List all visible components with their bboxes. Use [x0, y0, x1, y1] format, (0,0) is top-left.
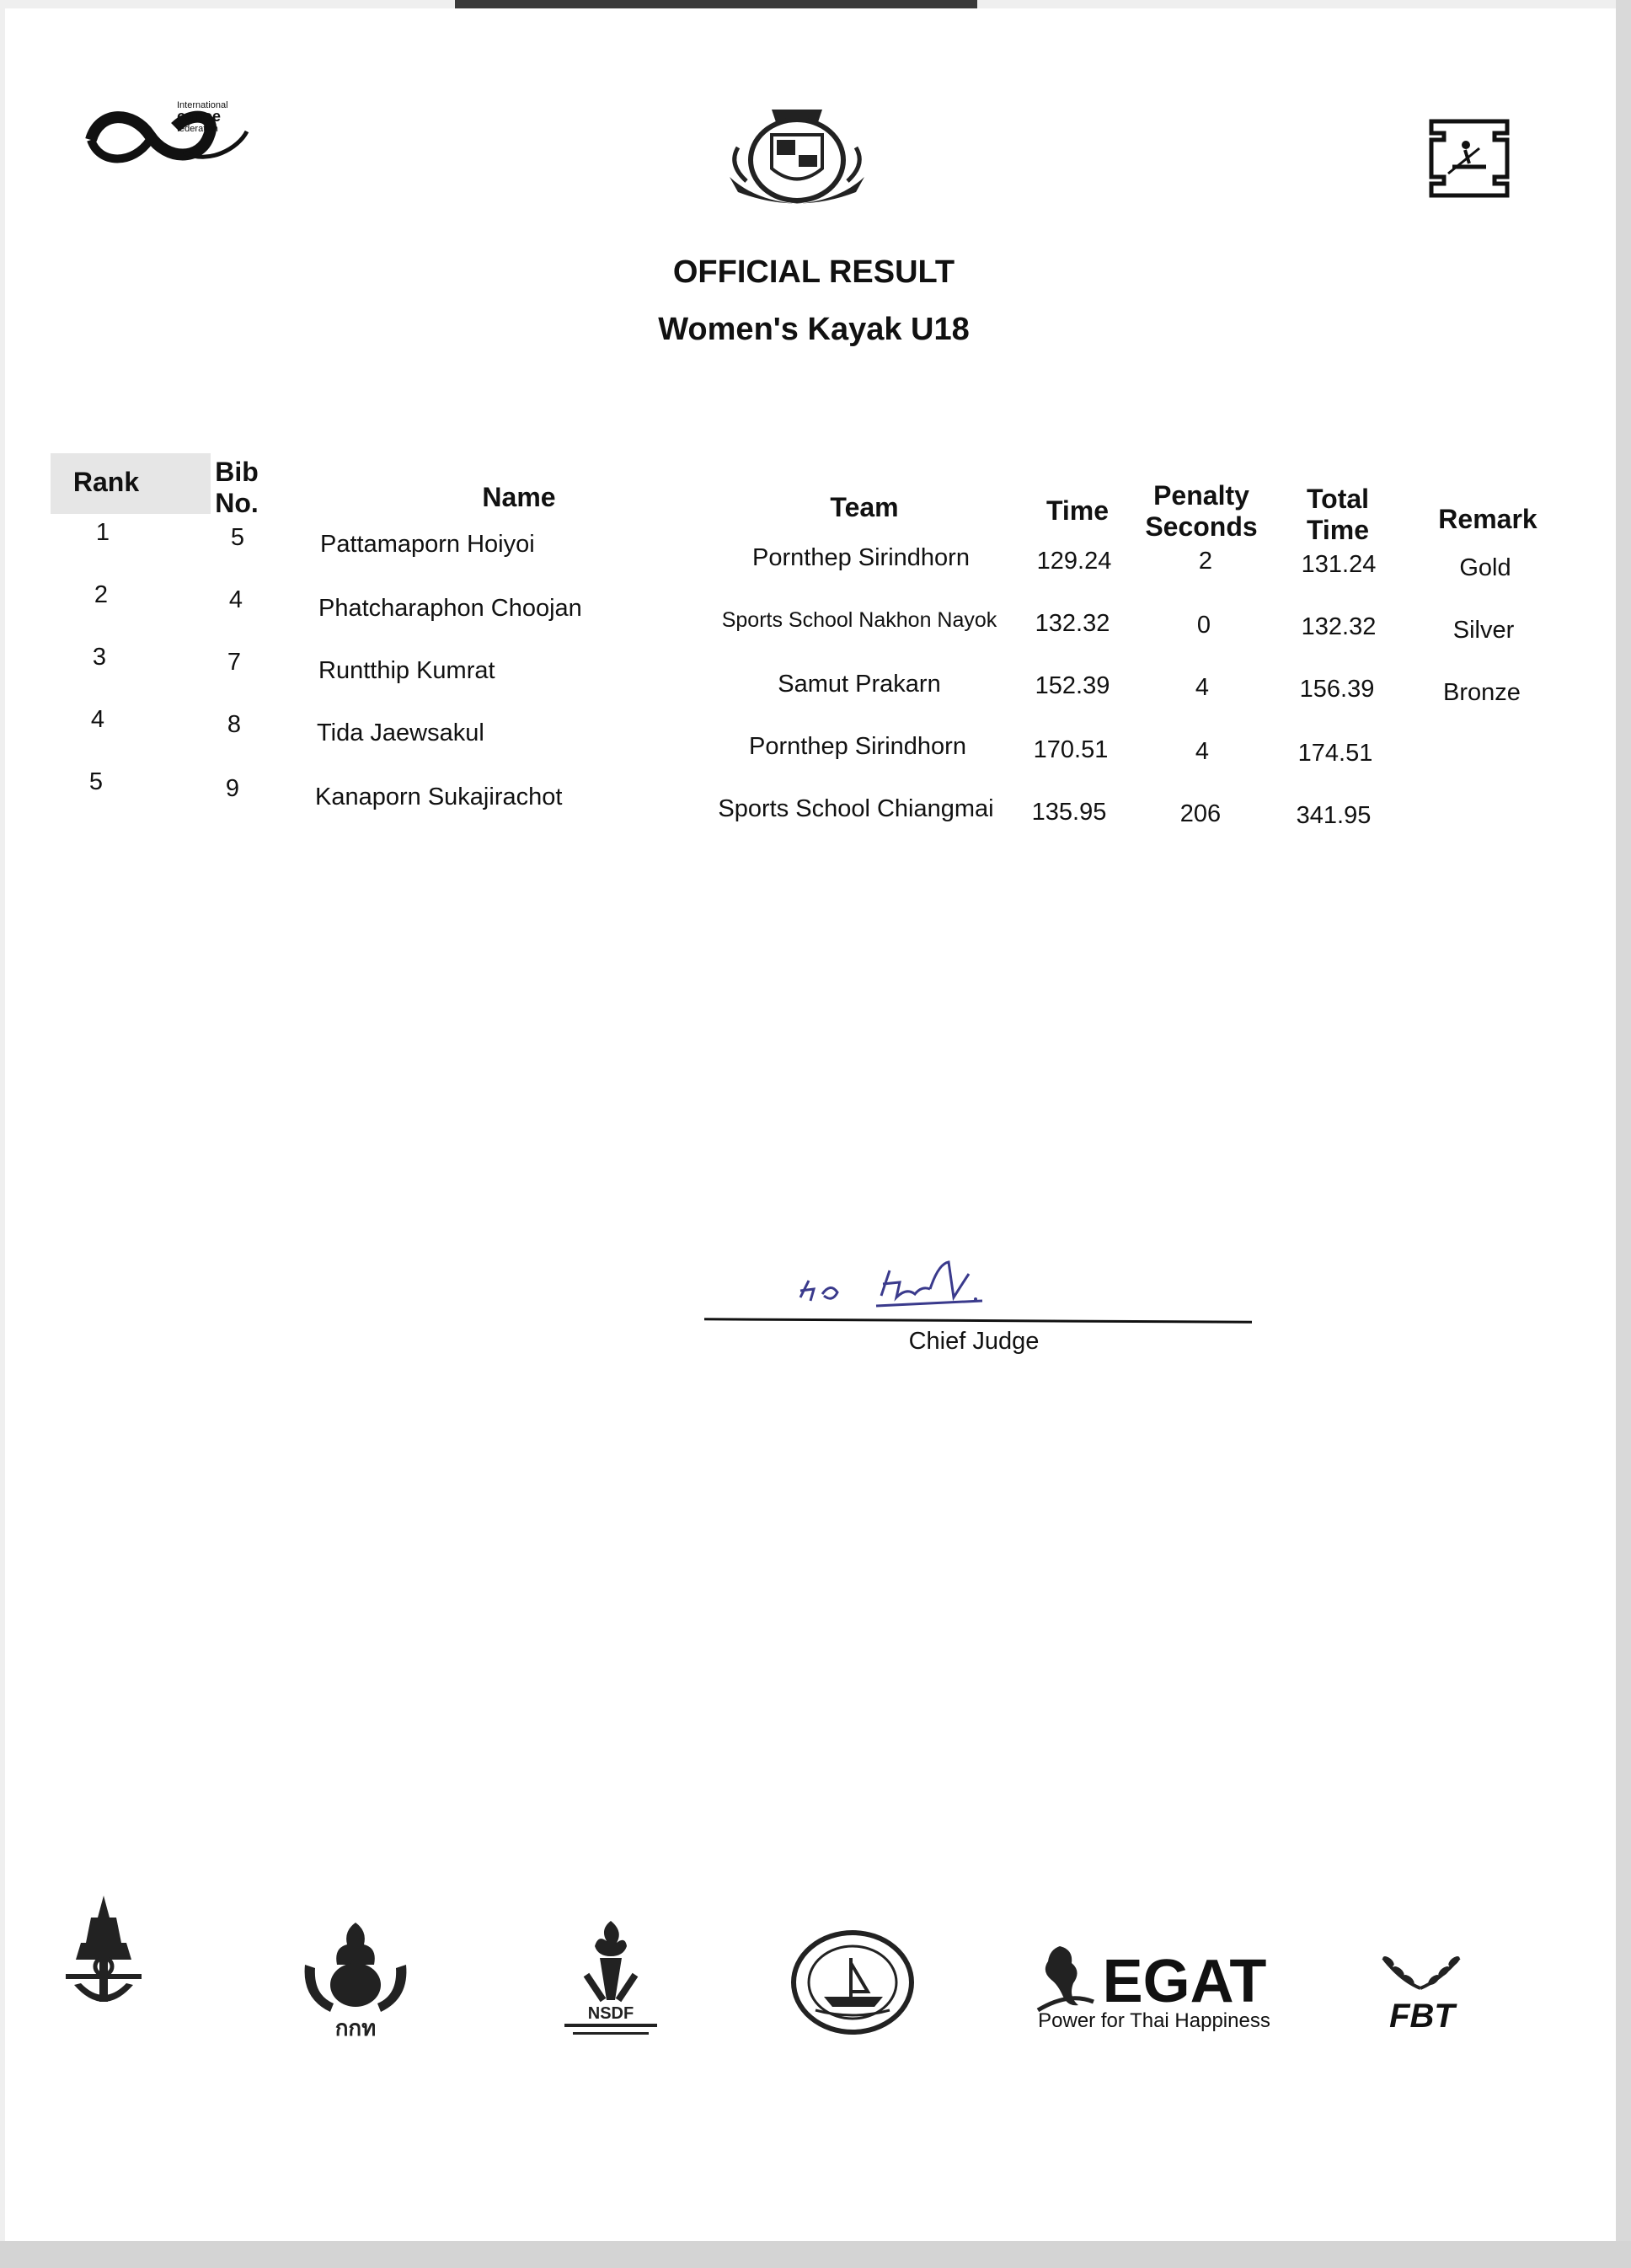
row-team: Pornthep Sirindhorn — [749, 733, 966, 760]
col-header-time: Time — [1045, 495, 1110, 526]
document-title: OFFICIAL RESULT — [672, 254, 955, 290]
row-penalty: 4 — [1195, 738, 1210, 765]
row-total: 131.24 — [1301, 551, 1377, 578]
row-penalty: 4 — [1195, 674, 1210, 701]
egat-text: EGAT — [1102, 1948, 1267, 2015]
document-subtitle: Women's Kayak U18 — [658, 312, 970, 347]
col-header-name: Name — [482, 482, 556, 512]
col-header-penalty-line1: Penalty — [1153, 480, 1249, 511]
footer-logo-sports-authority — [297, 1914, 414, 2041]
footer-logo-egat — [1035, 1938, 1279, 2039]
association-crest-icon — [721, 101, 873, 211]
col-header-total-line1: Total — [1306, 484, 1370, 514]
sports-authority-garuda-icon — [297, 1914, 414, 2041]
egat-tagline: Power for Thai Happiness — [1038, 2009, 1270, 2032]
row-rank: 3 — [92, 644, 107, 671]
fbt-text: FBT — [1389, 1998, 1455, 2035]
row-name: Pattamaporn Hoiyoi — [320, 531, 535, 558]
kayak-pictogram-icon — [1427, 115, 1511, 202]
row-time: 170.51 — [1033, 736, 1109, 763]
row-penalty: 206 — [1179, 800, 1222, 827]
col-header-total — [1279, 484, 1397, 546]
col-header-bib — [199, 457, 275, 519]
sports-authority-text: กกท — [334, 2016, 377, 2041]
icf-logo — [83, 89, 251, 174]
kayak-pictogram-logo — [1427, 115, 1511, 202]
col-header-penalty-line2: Seconds — [1145, 511, 1258, 542]
row-name: Runtthip Kumrat — [318, 657, 495, 684]
footer-logo-nsdf — [556, 1916, 666, 2042]
icf-text-1: International — [177, 100, 228, 110]
nsdf-torch-icon — [556, 1916, 666, 2042]
row-team: Pornthep Sirindhorn — [752, 544, 970, 571]
row-rank: 2 — [94, 581, 109, 608]
col-header-rank: Rank — [72, 467, 140, 497]
row-team: Samut Prakarn — [778, 671, 941, 698]
row-remark: Silver — [1452, 617, 1515, 644]
row-penalty: 2 — [1198, 548, 1213, 575]
icf-text-2: canoe — [177, 108, 222, 125]
icf-wave-icon — [83, 89, 251, 174]
signature-label: Chief Judge — [908, 1328, 1040, 1355]
row-name: Tida Jaewsakul — [317, 719, 484, 746]
row-bib: 4 — [228, 586, 243, 613]
row-remark: Gold — [1459, 554, 1511, 581]
col-header-team: Team — [830, 492, 899, 522]
col-header-penalty — [1138, 480, 1265, 543]
egat-map-icon — [1035, 1938, 1279, 2039]
document-sheet — [5, 8, 1616, 2241]
row-remark: Bronze — [1443, 679, 1521, 706]
row-penalty: 0 — [1196, 612, 1211, 639]
row-team: Sports School Chiangmai — [718, 795, 994, 822]
row-total: 156.39 — [1299, 676, 1375, 703]
row-total: 174.51 — [1297, 740, 1373, 767]
col-header-remark: Remark — [1438, 504, 1537, 534]
row-bib: 8 — [227, 711, 242, 738]
row-rank: 5 — [88, 768, 104, 795]
fbt-laurel-icon — [1366, 1946, 1476, 2039]
row-bib: 5 — [230, 524, 245, 551]
row-name: Phatcharaphon Choojan — [318, 595, 582, 622]
port-authority-seal-icon — [790, 1929, 915, 2035]
footer-logo-port-authority — [790, 1929, 915, 2035]
icf-text-3: federation — [177, 124, 218, 134]
row-bib: 9 — [225, 775, 240, 802]
row-team: Sports School Nakhon Nayok — [721, 608, 997, 632]
signature-line — [704, 1318, 1252, 1323]
row-rank: 4 — [90, 706, 105, 733]
footer-logo-navy — [57, 1892, 150, 2019]
chief-judge-signature — [789, 1255, 1008, 1314]
col-header-bib-line2: No. — [215, 487, 259, 518]
row-bib: 7 — [227, 649, 242, 676]
scan-edge-bottom — [0, 2241, 1631, 2268]
row-total: 341.95 — [1296, 802, 1372, 829]
footer-logo-fbt — [1366, 1946, 1476, 2039]
row-name: Kanaporn Sukajirachot — [315, 784, 563, 810]
row-time: 129.24 — [1036, 548, 1112, 575]
row-total: 132.32 — [1301, 613, 1377, 640]
nsdf-text: NSDF — [587, 2004, 634, 2023]
row-rank: 1 — [95, 519, 110, 546]
col-header-bib-line1: Bib — [215, 457, 259, 487]
royal-navy-emblem-icon — [57, 1892, 150, 2019]
association-crest-logo — [721, 101, 873, 211]
row-time: 132.32 — [1035, 610, 1110, 637]
row-time: 135.95 — [1031, 799, 1107, 826]
row-time: 152.39 — [1035, 672, 1110, 699]
col-header-total-line2: Time — [1306, 514, 1370, 545]
